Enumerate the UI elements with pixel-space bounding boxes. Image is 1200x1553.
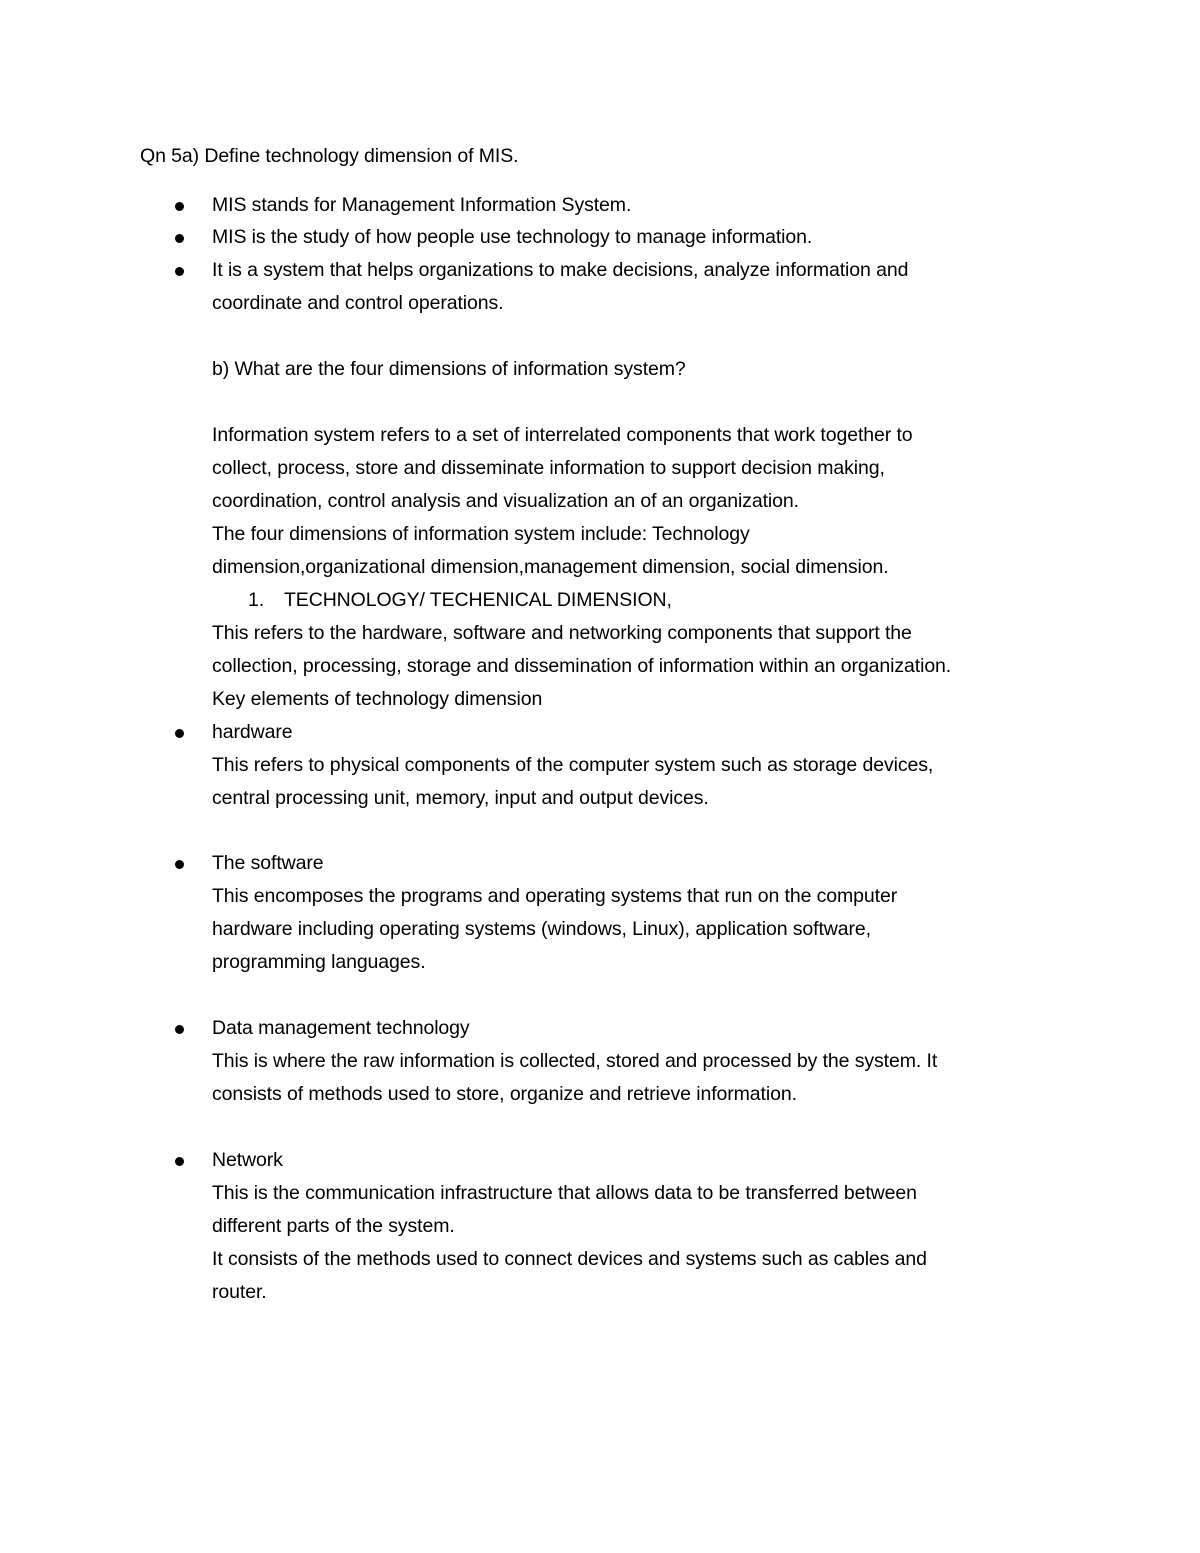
bullet-icon [175,234,184,243]
bullet-icon [175,202,184,211]
bullet-text: MIS is the study of how people use technology to manage information. [212,226,813,248]
element-heading: hardware [212,721,293,743]
paragraph-line: Key elements of technology dimension [212,688,543,710]
bullet-icon [175,1157,184,1166]
paragraph-line: collect, process, store and disseminate information to support decision making, [212,457,885,479]
paragraph-line: This is where the raw information is collected, stored and processed by the system. It [212,1050,938,1072]
bullet-text-continuation: coordinate and control operations. [212,292,504,314]
question-title: Qn 5a) Define technology dimension of MIS. [140,145,519,167]
bullet-icon [175,729,184,738]
list-number: 1. [248,589,265,611]
bullet-icon [175,267,184,276]
bullet-icon [175,1025,184,1034]
paragraph-line: different parts of the system. [212,1215,455,1237]
paragraph-line: programming languages. [212,951,426,973]
element-heading: The software [212,852,324,874]
paragraph-line: consists of methods used to store, organize and retrieve information. [212,1083,797,1105]
paragraph-line: dimension,organizational dimension,management dimension, social dimension. [212,556,889,578]
bullet-text: It is a system that helps organizations to make decisions, analyze information and [212,259,909,281]
bullet-icon [175,860,184,869]
paragraph-line: router. [212,1281,267,1303]
paragraph-line: This is the communication infrastructure that allows data to be transferred between [212,1182,917,1204]
paragraph-line: Information system refers to a set of interrelated components that work together to [212,424,913,446]
element-heading: Network [212,1149,283,1171]
paragraph-line: It consists of the methods used to connect devices and systems such as cables and [212,1248,927,1270]
bullet-text: MIS stands for Management Information System. [212,194,632,216]
paragraph-line: collection, processing, storage and dissemination of information within an organization. [212,655,952,677]
paragraph-line: central processing unit, memory, input and output devices. [212,787,709,809]
part-b-question: b) What are the four dimensions of information system? [212,358,686,380]
paragraph-line: The four dimensions of information system include: Technology [212,523,750,545]
element-heading: Data management technology [212,1017,470,1039]
paragraph-line: This refers to physical components of the computer system such as storage devices, [212,754,934,776]
numbered-item-label: TECHNOLOGY/ TECHENICAL DIMENSION, [284,589,672,611]
paragraph-line: This refers to the hardware, software and networking components that support the [212,622,912,644]
paragraph-line: This encomposes the programs and operating systems that run on the computer [212,885,898,907]
paragraph-line: hardware including operating systems (windows, Linux), application software, [212,918,871,940]
paragraph-line: coordination, control analysis and visualization an of an organization. [212,490,799,512]
